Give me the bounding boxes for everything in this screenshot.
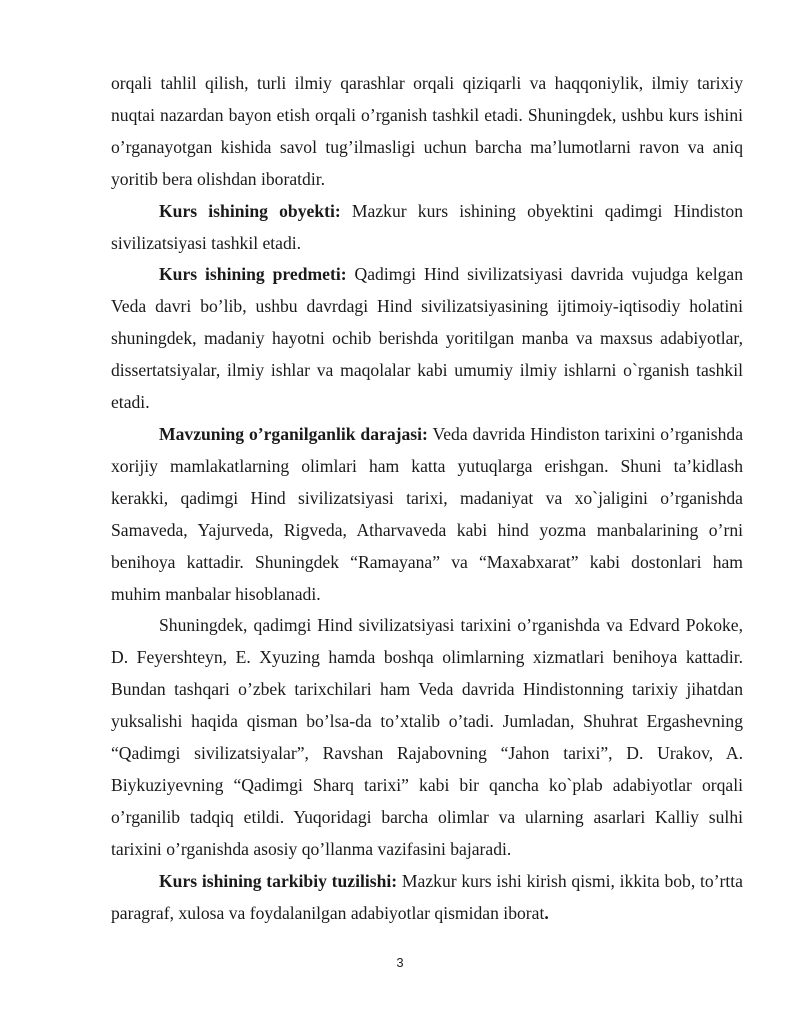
paragraph-tail: . xyxy=(544,902,549,923)
paragraph-study-level xyxy=(111,419,743,610)
paragraph-heading: Kurs ishining obyekti: xyxy=(159,200,341,221)
paragraph-scholars xyxy=(111,610,743,865)
paragraph-text: Mazkur kurs ishining obyektini qadimgi Hindiston sivilizatsiyasi tashkil etadi. xyxy=(111,200,743,253)
paragraph-intro-continuation xyxy=(111,68,743,196)
paragraph-text: Mazkur kurs ishi kirish qismi, ikkita bob, to’rtta paragraf, xulosa va foydalanilgan adabiyotlar qismidan iborat xyxy=(111,870,743,923)
paragraph-heading: Mavzuning o’rganilganlik darajasi: xyxy=(159,423,428,444)
paragraph-text: orqali tahlil qilish, turli ilmiy qarashlar orqali qiziqarli va haqqoniylik, ilmiy tarixiy nuqtai nazardan bayon etish orqali o’rganish tashkil etadi. Shuningdek, ushbu kurs ishini o’rganayotgan kishida savol tug’ilmasligi uchun barcha ma’lumotlarni ravon va aniq yoritib bera olishdan iboratdir. xyxy=(111,73,743,189)
paragraph-heading: Kurs ishining predmeti: xyxy=(159,264,347,285)
paragraph-subject xyxy=(111,259,743,419)
paragraph-text: Qadimgi Hind sivilizatsiyasi davrida vujudga kelgan Veda davri bo’lib, ushbu davrdagi Hind sivilizatsiyasining ijtimoiy-iqtisodiy holatini shuningdek, madaniy hayotni ochib berishda yoritilgan manba va maxsus adabiyotlar, dissertatsiyalar, ilmiy ishlar va maqolalar kabi umumiy ilmiy ishlarni o`rganish tashkil etadi. xyxy=(111,264,743,413)
paragraph-structure xyxy=(111,866,743,930)
paragraph-heading: Kurs ishining tarkibiy tuzilishi: xyxy=(159,870,398,891)
paragraph-object xyxy=(111,196,743,260)
body-text xyxy=(111,68,743,929)
paragraph-text: Shuningdek, qadimgi Hind sivilizatsiyasi tarixini o’rganishda va Edvard Pokoke, D. Feyershteyn, E. Xyuzing hamda boshqa olimlarning xizmatlari benihoya kattadir. Bundan tashqari o’zbek tarixchilari ham Veda davrida Hindistonning tarixiy jihatdan yuksalishi haqida qisman bo’lsa-da to’xtalib o’tadi. Jumladan, Shuhrat Ergashevning “Qadimgi sivilizatsiyalar”, Ravshan Rajabovning “Jahon tarixi”, D. Urakov, A. Biykuziyevning “Qadimgi Sharq tarixi” kabi bir qancha ko`plab adabiyotlar orqali o’rganilib tadqiq etildi. Yuqoridagi barcha olimlar va ularning asarlari Kalliy sulhi tarixini o’rganishda asosiy qo’llanma vazifasini bajaradi. xyxy=(111,615,743,859)
paragraph-text: Veda davrida Hindiston tarixini o’rganishda xorijiy mamlakatlarning olimlari ham katta yutuqlarga erishgan. Shuni ta’kidlash kerakki, qadimgi Hind sivilizatsiyasi tarixi, madaniyat va xo`jaligini o’rganishda Samaveda, Yajurveda, Rigveda, Atharvaveda kabi hind yozma manbalarining o’rni benihoya kattadir. Shuningdek “Ramayana” va “Maxabxarat” kabi dostonlari ham muhim manbalar hisoblanadi. xyxy=(111,423,743,604)
page-number: 3 xyxy=(396,955,404,970)
